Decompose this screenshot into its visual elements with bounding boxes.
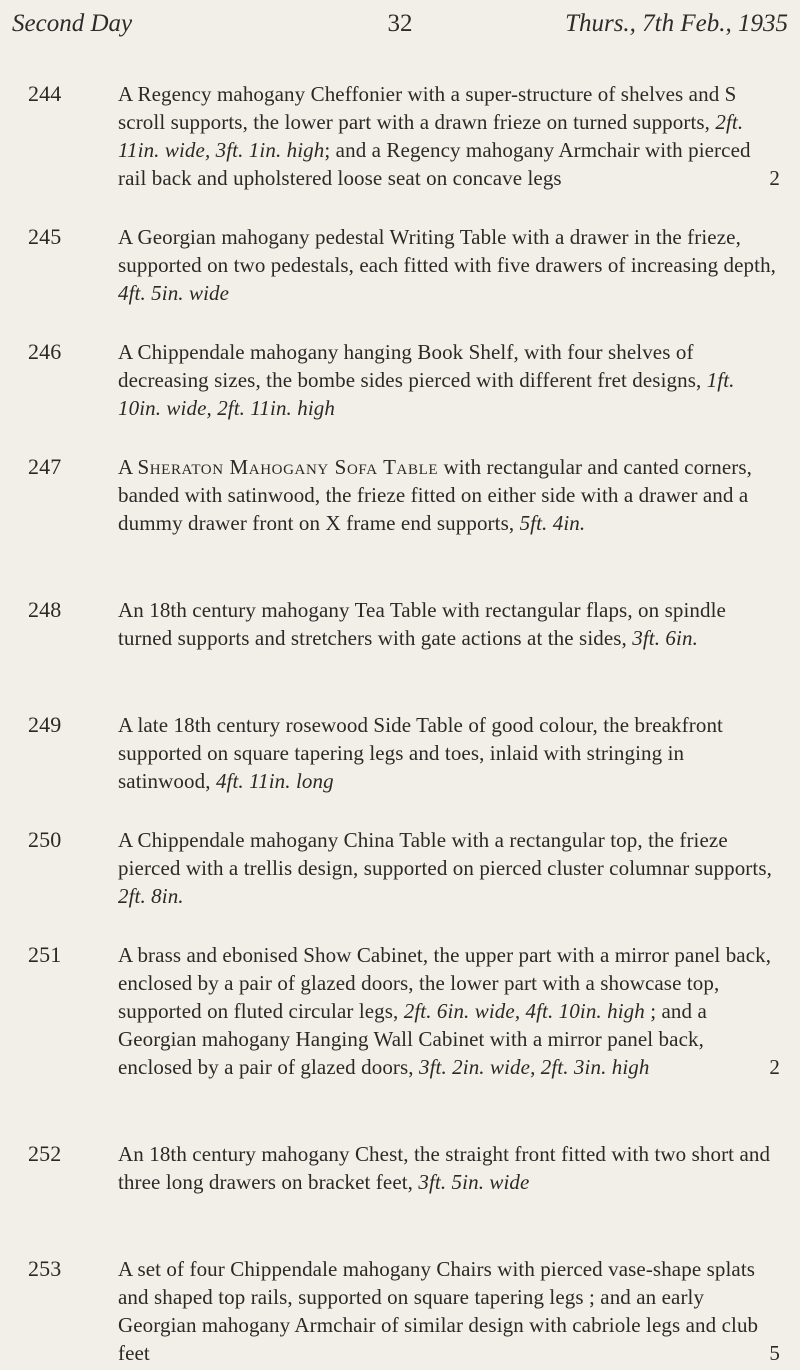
lot-description: A Regency mahogany Cheffonier with a super-structure of shelves and S scroll supports, the lower part with a drawn frieze on turned supports,: [118, 82, 737, 134]
lot-description-lead: A: [118, 455, 138, 479]
lot-description: A Chippendale mahogany hanging Book Shelf, with four shelves of decreasing sizes, the bombe sides pierced with different fret designs,: [118, 340, 707, 392]
lot-entry: [0, 941, 800, 1140]
lot-description: A Georgian mahogany pedestal Writing Table with a drawer in the frieze, supported on two pedestals, each fitted with five drawers of increasing depth,: [118, 225, 777, 277]
lot-entry: [0, 1140, 800, 1255]
lot-entry: [0, 826, 800, 941]
lot-description: A set of four Chippendale mahogany Chairs with pierced vase-shape splats and shaped top rails, supported on square tapering legs ; and an early Georgian mahogany Armchair of similar design with cabriole legs and club feet: [118, 1257, 759, 1365]
lot-number: 249: [28, 712, 62, 737]
lot-description: A brass and ebonised Show Cabinet, the upper part with a mirror panel back, enclosed by a pair of glazed doors, the lower part with a showcase top, supported on fluted circular legs,: [118, 943, 772, 1023]
lot-dimensions: 2ft. 6in. wide, 4ft. 10in. high: [403, 999, 645, 1023]
lot-dimensions: 2ft. 11in. wide, 3ft. 1in. high: [118, 110, 744, 162]
lot-description: An 18th century mahogany Chest, the straight front fitted with two short and three long drawers on bracket feet,: [118, 1142, 771, 1194]
lot-description: with rectangular and canted corners, banded with satinwood, the frieze fitted on either side with a drawer and a dummy drawer front on X frame end supports,: [118, 455, 752, 535]
lot-entry: [0, 596, 800, 711]
lot-description: A late 18th century rosewood Side Table of good colour, the breakfront supported on square tapering legs and toes, inlaid with stringing in satinwood,: [118, 713, 723, 793]
lot-entry: [0, 1255, 800, 1370]
lot-description: An 18th century mahogany Tea Table with rectangular flaps, on spindle turned supports and stretchers with gate actions at the sides,: [118, 598, 726, 650]
lot-quantity: 2: [769, 166, 780, 190]
lot-dimensions: 1ft. 10in. wide, 2ft. 11in. high: [118, 368, 735, 420]
lot-description-continued: ; and a Regency mahogany Armchair with pierced rail back and upholstered loose seat on concave legs: [118, 138, 751, 190]
lot-title-small-caps: Sheraton Mahogany Sofa Table: [137, 455, 439, 479]
lot-entry: [0, 338, 800, 453]
page-number: 32: [387, 10, 413, 37]
lot-number: 248: [28, 597, 62, 622]
lot-list: [0, 80, 800, 1370]
lot-description-continued: ; and a Georgian mahogany Hanging Wall Cabinet with a mirror panel back, enclosed by a pair of glazed doors,: [118, 999, 707, 1079]
lot-number: 250: [28, 827, 62, 852]
lot-dimensions: 3ft. 5in. wide: [418, 1170, 530, 1194]
lot-number: 246: [28, 339, 62, 364]
lot-number: 244: [28, 81, 62, 106]
lot-dimensions: 4ft. 5in. wide: [118, 281, 230, 305]
lot-dimensions: 5ft. 4in.: [519, 511, 586, 535]
lot-number: 252: [28, 1141, 62, 1166]
lot-entry: [0, 80, 800, 223]
page-header: [12, 10, 788, 38]
lot-entry: [0, 453, 800, 596]
lot-description: A Chippendale mahogany China Table with a rectangular top, the frieze pierced with a trellis design, supported on pierced cluster columnar supports,: [118, 828, 772, 880]
lot-quantity: 5: [769, 1341, 780, 1365]
lot-dimensions-second-item: 3ft. 2in. wide, 2ft. 3in. high: [419, 1055, 650, 1079]
lot-entry: [0, 711, 800, 826]
lot-number: 247: [28, 454, 62, 479]
lot-dimensions: 2ft. 8in.: [118, 884, 184, 908]
lot-dimensions: 4ft. 11in. long: [215, 769, 334, 793]
lot-dimensions: 3ft. 6in.: [632, 626, 698, 650]
lot-number: 253: [28, 1256, 62, 1281]
sale-day-label: Second Day: [12, 10, 133, 37]
sale-date: Thurs., 7th Feb., 1935: [565, 10, 788, 37]
lot-number: 251: [28, 942, 62, 967]
lot-number: 245: [28, 224, 62, 249]
lot-entry: [0, 223, 800, 338]
lot-quantity: 2: [769, 1055, 780, 1079]
